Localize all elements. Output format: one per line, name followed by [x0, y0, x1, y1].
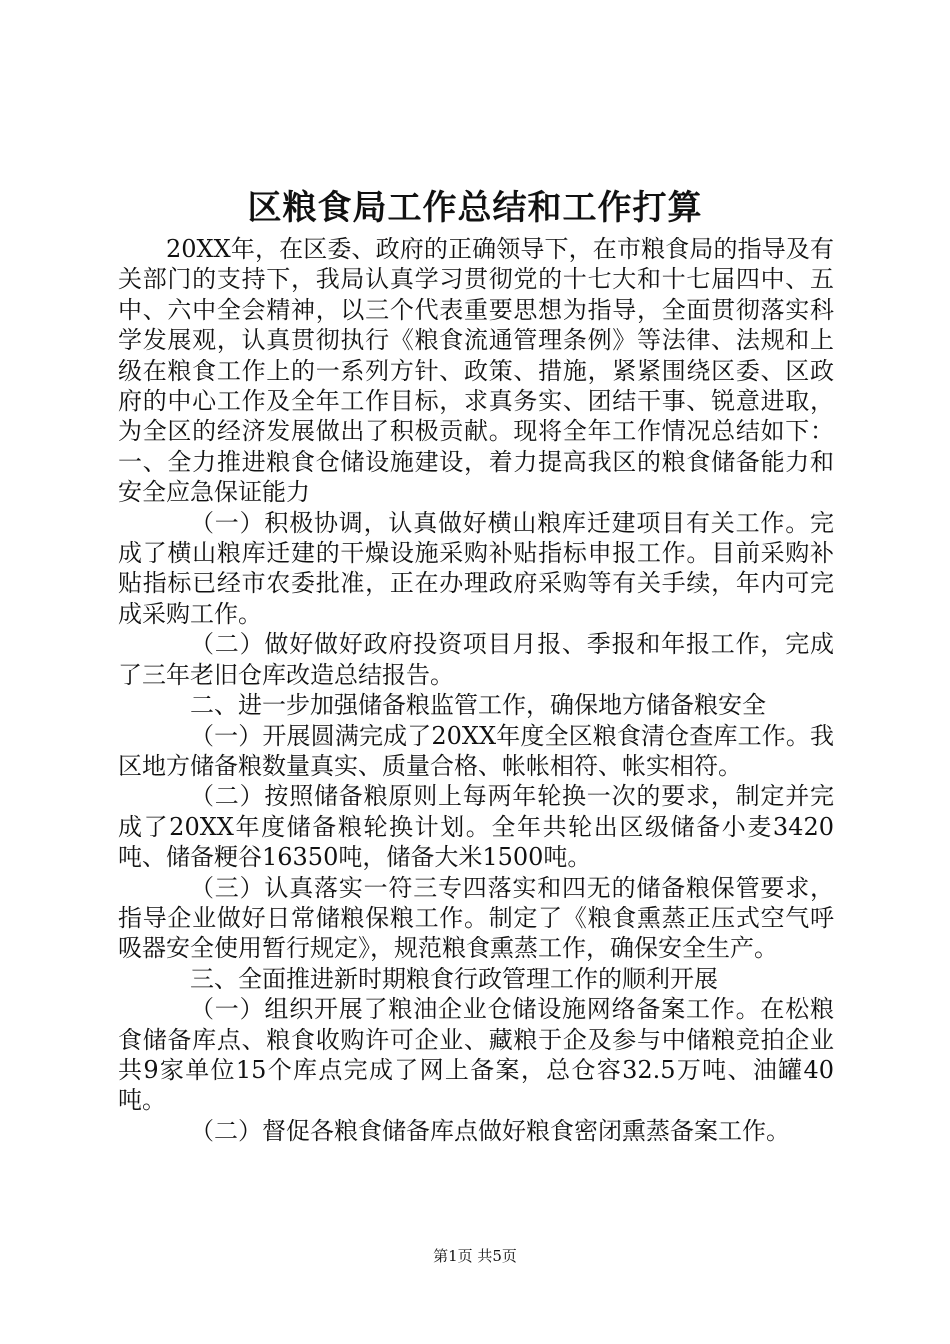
document-title: 区粮食局工作总结和工作打算: [247, 188, 703, 228]
paragraph: （三）认真落实一符三专四落实和四无的储备粮保管要求，指导企业做好日常储粮保粮工作。制定了《粮食熏蒸正压式空气呼吸器安全使用暂行规定》，规范粮食熏蒸工作，确保安全生产。: [118, 873, 834, 963]
paragraph: 20XX年，在区委、政府的正确领导下，在市粮食局的指导及有关部门的支持下，我局认真学习贯彻党的十七大和十七届四中、五中、六中全会精神，以三个代表重要思想为指导，全面贯彻落实科学发展观，认真贯彻执行《粮食流通管理条例》等法律、法规和上级在粮食工作上的一系列方针、政策、措施，紧紧围绕区委、区政府的中心工作及全年工作目标，求真务实、团结干事、锐意进取，为全区的经济发展做出了积极贡献。现将全年工作情况总结如下：一、全力推进粮食仓储设施建设，着力提高我区的粮食储备能力和安全应急保证能力: [118, 235, 834, 507]
paragraph: （二）做好做好政府投资项目月报、季报和年报工作，完成了三年老旧仓库改造总结报告。: [118, 630, 834, 689]
section-heading: 三、全面推进新时期粮食行政管理工作的顺利开展: [190, 964, 718, 993]
paragraph: （一）积极协调，认真做好横山粮库迁建项目有关工作。完成了横山粮库迁建的干燥设施采购补贴指标申报工作。目前采购补贴指标已经市农委批准，正在办理政府采购等有关手续，年内可完成采购工作。: [118, 508, 834, 628]
paragraph: （二）按照储备粮原则上每两年轮换一次的要求，制定并完成了20XX年度储备粮轮换计划。全年共轮出区级储备小麦3420吨、储备粳谷16350吨，储备大米1500吨。: [118, 782, 834, 872]
paragraph: （一）开展圆满完成了20XX年度全区粮食清仓查库工作。我区地方储备粮数量真实、质量合格、帐帐相符、帐实相符。: [118, 721, 834, 780]
paragraph: （一）组织开展了粮油企业仓储设施网络备案工作。在松粮食储备库点、粮食收购许可企业、藏粮于企及参与中储粮竞拍企业共9家单位15个库点完成了网上备案，总仓容32.5万吨、油罐40吨。: [118, 995, 834, 1115]
section-heading: 二、进一步加强储备粮监管工作，确保地方储备粮安全: [190, 691, 766, 720]
document-body: [118, 234, 834, 1146]
page-footer: 第1页 共5页: [433, 1247, 517, 1265]
paragraph: （二）督促各粮食储备库点做好粮食密闭熏蒸备案工作。: [190, 1116, 790, 1145]
